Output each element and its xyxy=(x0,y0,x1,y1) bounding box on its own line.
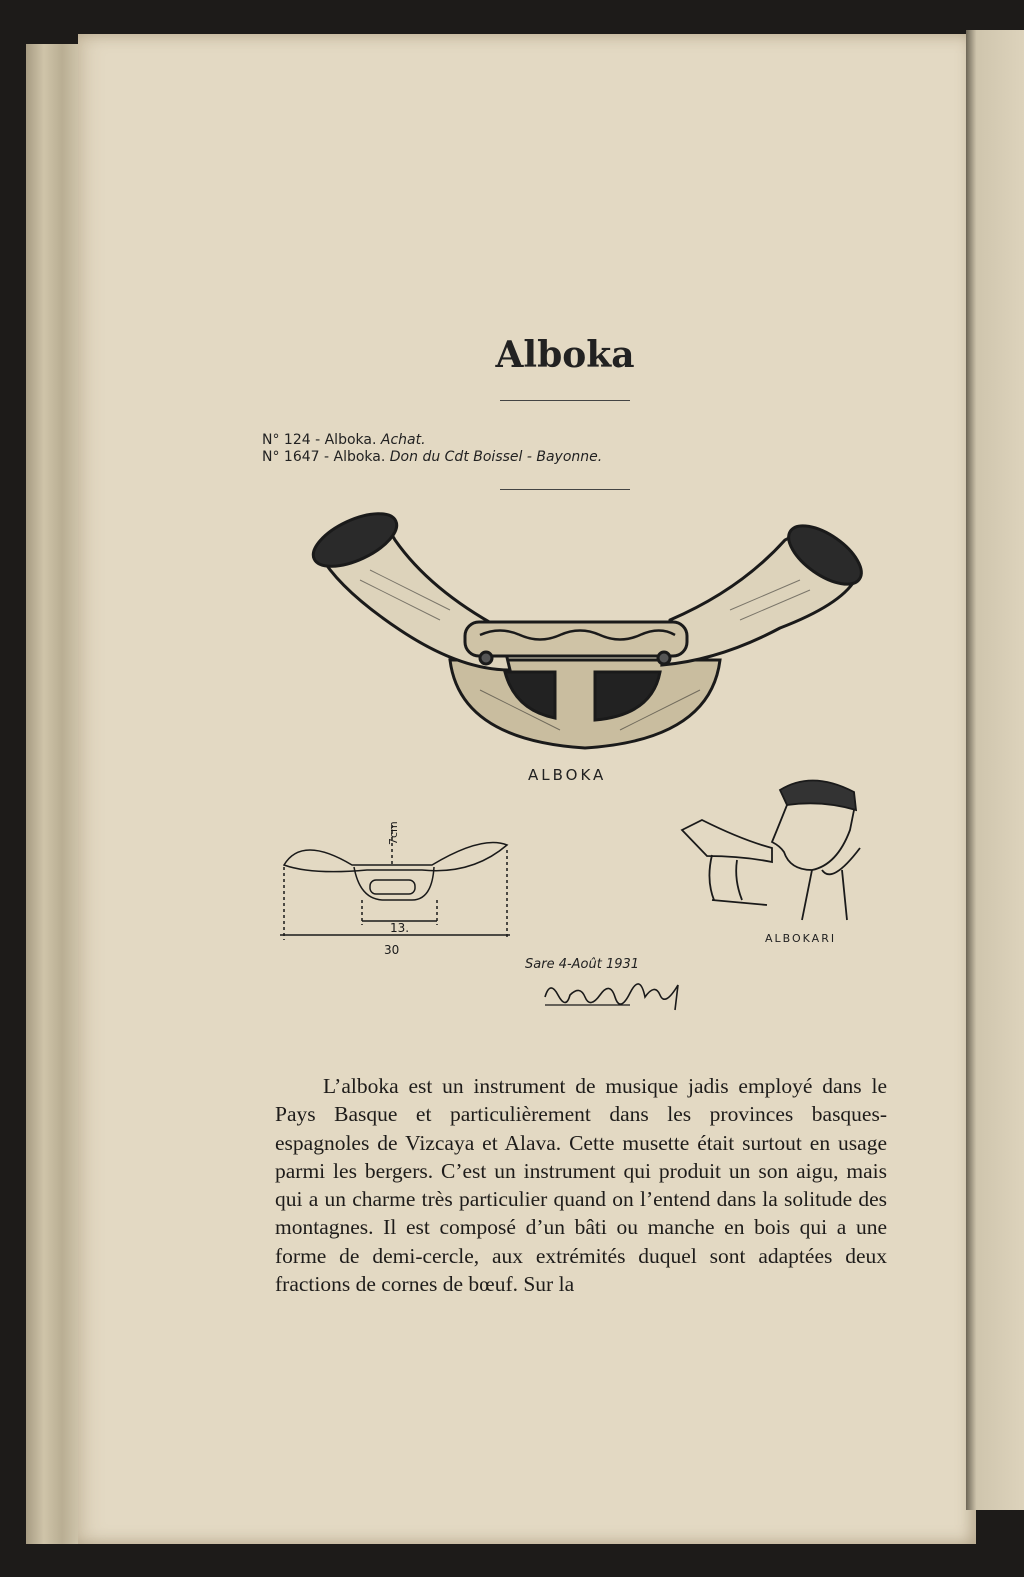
catalog-entry: N° 124 - Alboka. Achat. xyxy=(262,432,426,448)
facing-page-edge xyxy=(966,30,1024,1510)
dimension-inner-label: 13. xyxy=(390,921,410,935)
page-stack-edge xyxy=(26,44,86,1544)
page-title: Alboka xyxy=(495,334,635,376)
figure-caption-albokari: ALBOKARI xyxy=(765,932,837,945)
sketch-date: Sare 4-Août 1931 xyxy=(525,957,640,972)
title-rule xyxy=(500,400,630,401)
player-sketch xyxy=(672,770,872,930)
entry-name: Alboka. xyxy=(324,432,377,448)
entry-note: Achat. xyxy=(380,432,426,448)
body-paragraph: L’alboka est un instrument de musique jadis employé dans le Pays Basque et particulièrement dans les provinces basques-espagnoles de Vizcaya et Alava. Cette musette était surtout en usage parmi les bergers. C’est un instrument qui produit un son aigu, mais qui a un charme très particulier quand on l’entend dans la solitude des montagnes. Il est composé d’un bâti ou manche en bois qui a une forme de demi-cercle, aux extrémités duquel sont adaptées deux fractions de cornes de bœuf. Sur la xyxy=(275,1074,887,1297)
alboka-illustration xyxy=(300,510,880,760)
signature xyxy=(540,975,685,1015)
figure-caption-alboka: ALBOKA xyxy=(528,766,607,784)
entry-note: Don du Cdt Boissel - Bayonne. xyxy=(389,449,603,465)
entry-name: Alboka. xyxy=(333,449,386,465)
entries-rule xyxy=(500,489,630,490)
entry-number: N° 124 xyxy=(262,432,311,448)
dimension-height-label: 7cm xyxy=(387,821,400,845)
dimension-overall-label: 30 xyxy=(384,943,400,957)
body-text xyxy=(275,1072,887,1298)
catalog-entries xyxy=(262,432,602,466)
entry-number: N° 1647 xyxy=(262,449,320,465)
catalog-entry: N° 1647 - Alboka. Don du Cdt Boissel - Bayonne. xyxy=(262,449,603,465)
dimension-sketch xyxy=(272,805,522,960)
